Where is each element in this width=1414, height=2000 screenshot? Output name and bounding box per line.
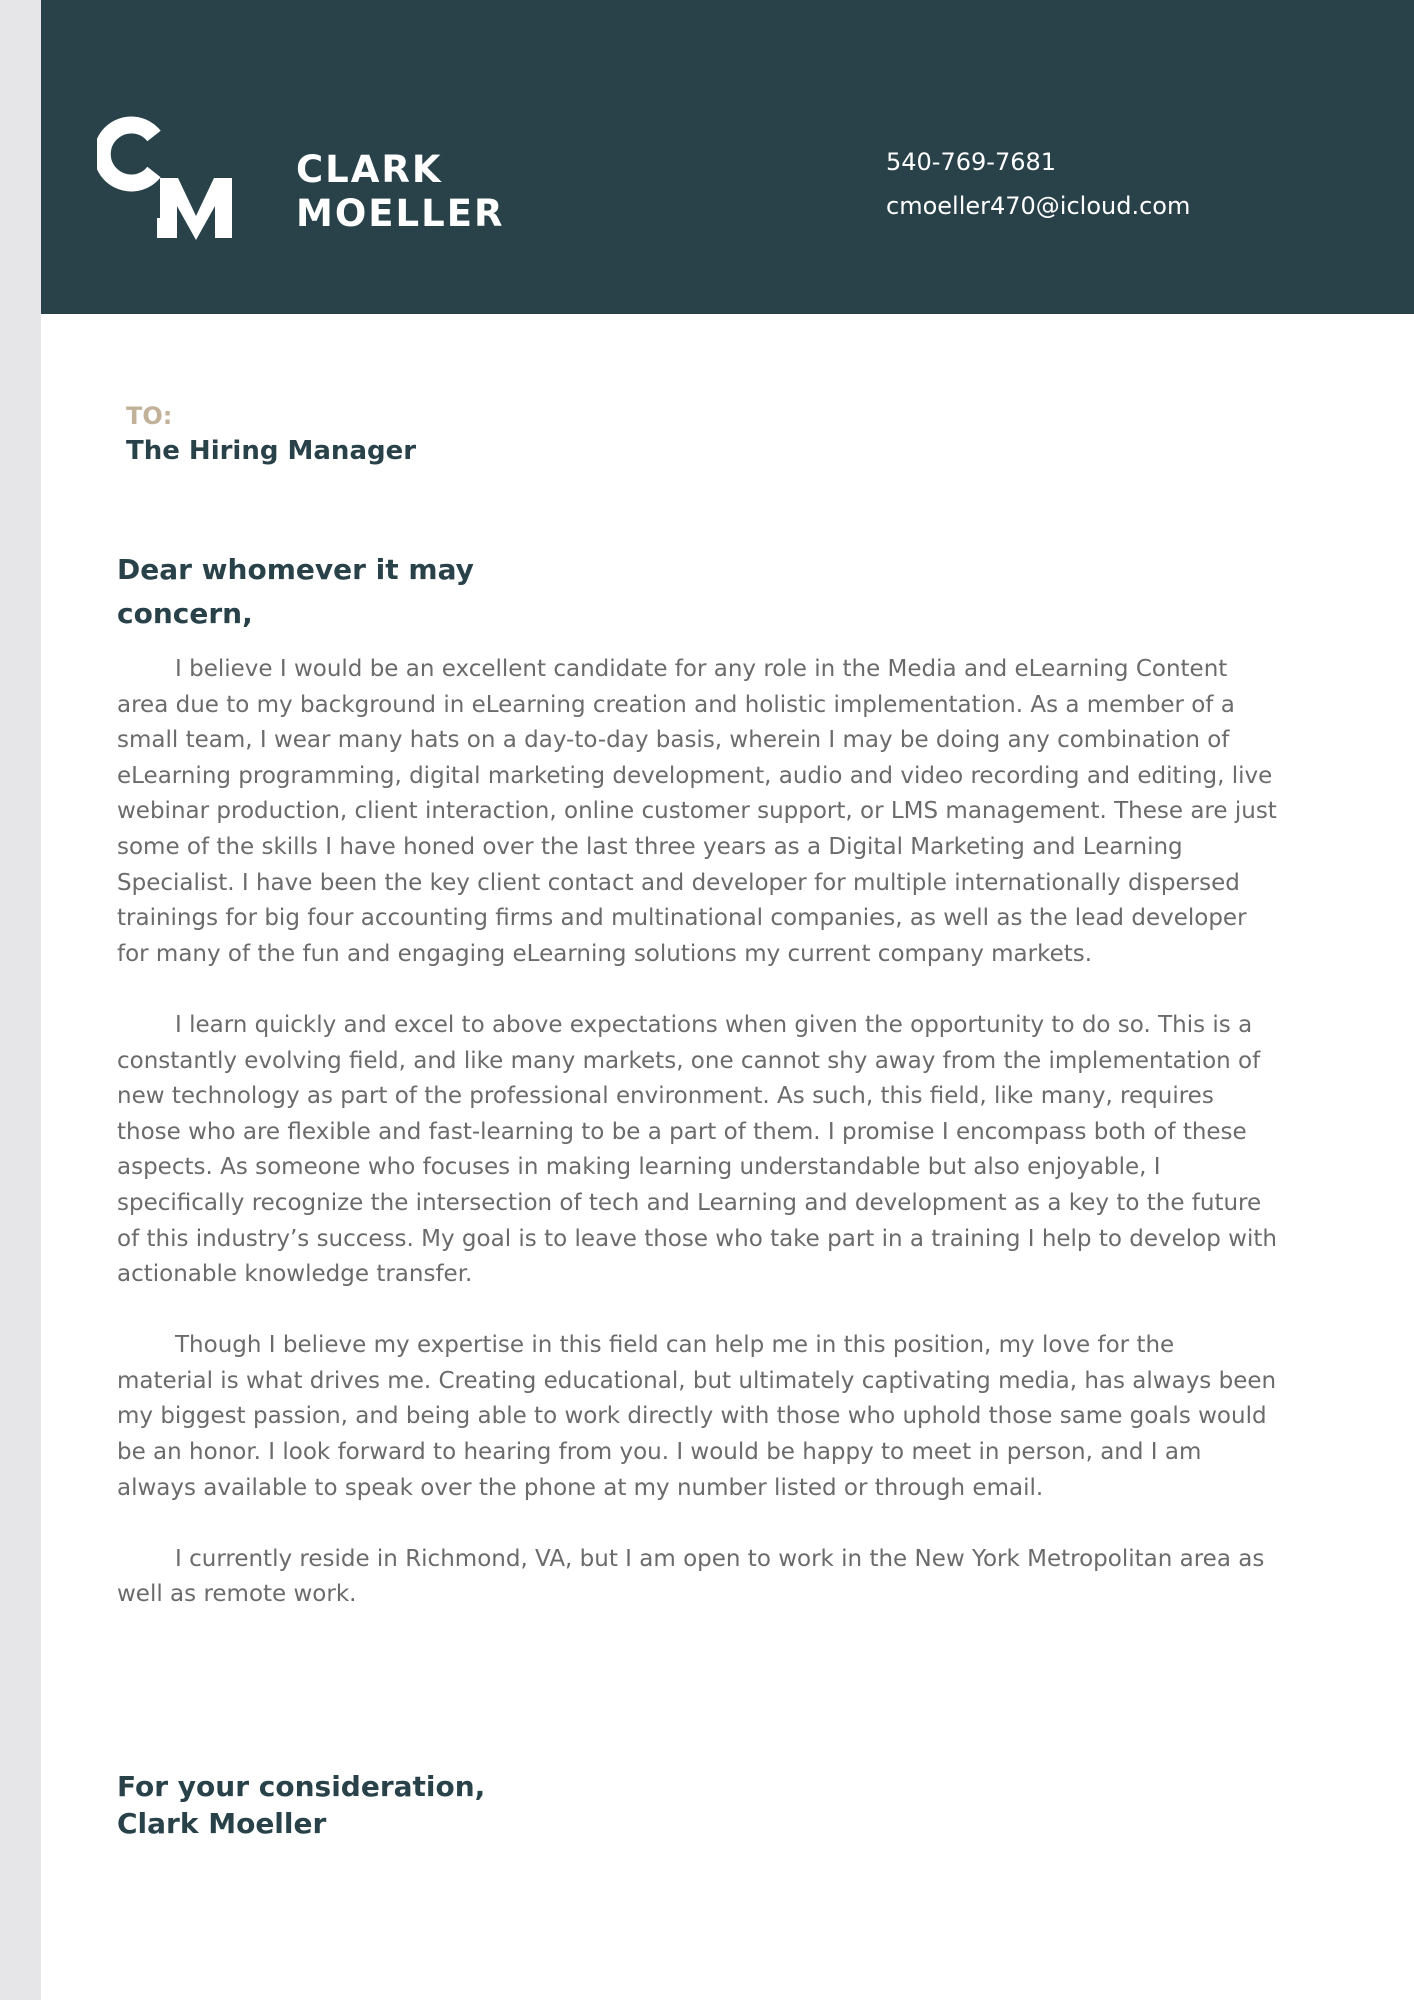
contact-info	[886, 140, 1190, 228]
recipient-name: The Hiring Manager	[126, 436, 417, 466]
recipient-label: TO:	[126, 402, 173, 430]
signature-name: Clark Moeller	[117, 1807, 327, 1840]
applicant-name	[296, 148, 504, 236]
closing-line: For your consideration,	[117, 1770, 486, 1803]
salutation	[117, 548, 474, 636]
email-address: cmoeller470@icloud.com	[886, 192, 1191, 220]
salutation-line-1: Dear whomever it may	[117, 553, 474, 586]
cm-monogram-logo	[97, 112, 233, 242]
closing	[117, 1768, 485, 1842]
last-name: MOELLER	[296, 192, 505, 235]
salutation-line-2: concern,	[117, 597, 253, 630]
body-paragraph: I believe I would be an excellent candidate for any role in the Media and eLearning Content area due to my background in eLearning creation and holistic implementation. As a member of a small team, I wear many hats on a day-to-day basis, wherein I may be doing any combination of eLearning programming, digital marketing development, audio and video recording and editing, live webinar production, client interaction, online customer support, or LMS management. These are just some of the skills I have honed over the last three years as a Digital Marketing and Learning Specialist. I have been the key client contact and developer for multiple internationally dispersed trainings for big four accounting firms and multinational companies, as well as the lead developer for many of the fun and engaging eLearning solutions my current company markets.	[117, 656, 1277, 967]
first-name: CLARK	[296, 148, 443, 191]
phone-number: 540-769-7681	[886, 148, 1057, 176]
body-paragraph: I learn quickly and excel to above expectations when given the opportunity to do so. This is a constantly evolving field, and like many markets, one cannot shy away from the implementation of new technology as part of the professional environment. As such, this field, like many, requires those who are flexible and fast-learning to be a part of them. I promise I encompass both of these aspects. As someone who focuses in making learning understandable but also enjoyable, I specifically recognize the intersection of tech and Learning and development as a key to the future of this industry’s success. My goal is to leave those who take part in a training I help to develop with actionable knowledge transfer.	[117, 1011, 1277, 1288]
letter-page	[41, 0, 1414, 2000]
body-paragraph: Though I believe my expertise in this field can help me in this position, my love for the material is what drives me. Creating educational, but ultimately captivating media, has always been my biggest passion, and being able to work directly with those who uphold those same goals would be an honor. I look forward to hearing from you. I would be happy to meet in person, and I am always available to speak over the phone at my number listed or through email.	[117, 1332, 1277, 1501]
body-paragraph: I currently reside in Richmond, VA, but I am open to work in the New York Metropolitan area as well as remote work.	[117, 1545, 1265, 1608]
letter-header	[41, 0, 1414, 314]
letter-body	[117, 652, 1277, 1649]
